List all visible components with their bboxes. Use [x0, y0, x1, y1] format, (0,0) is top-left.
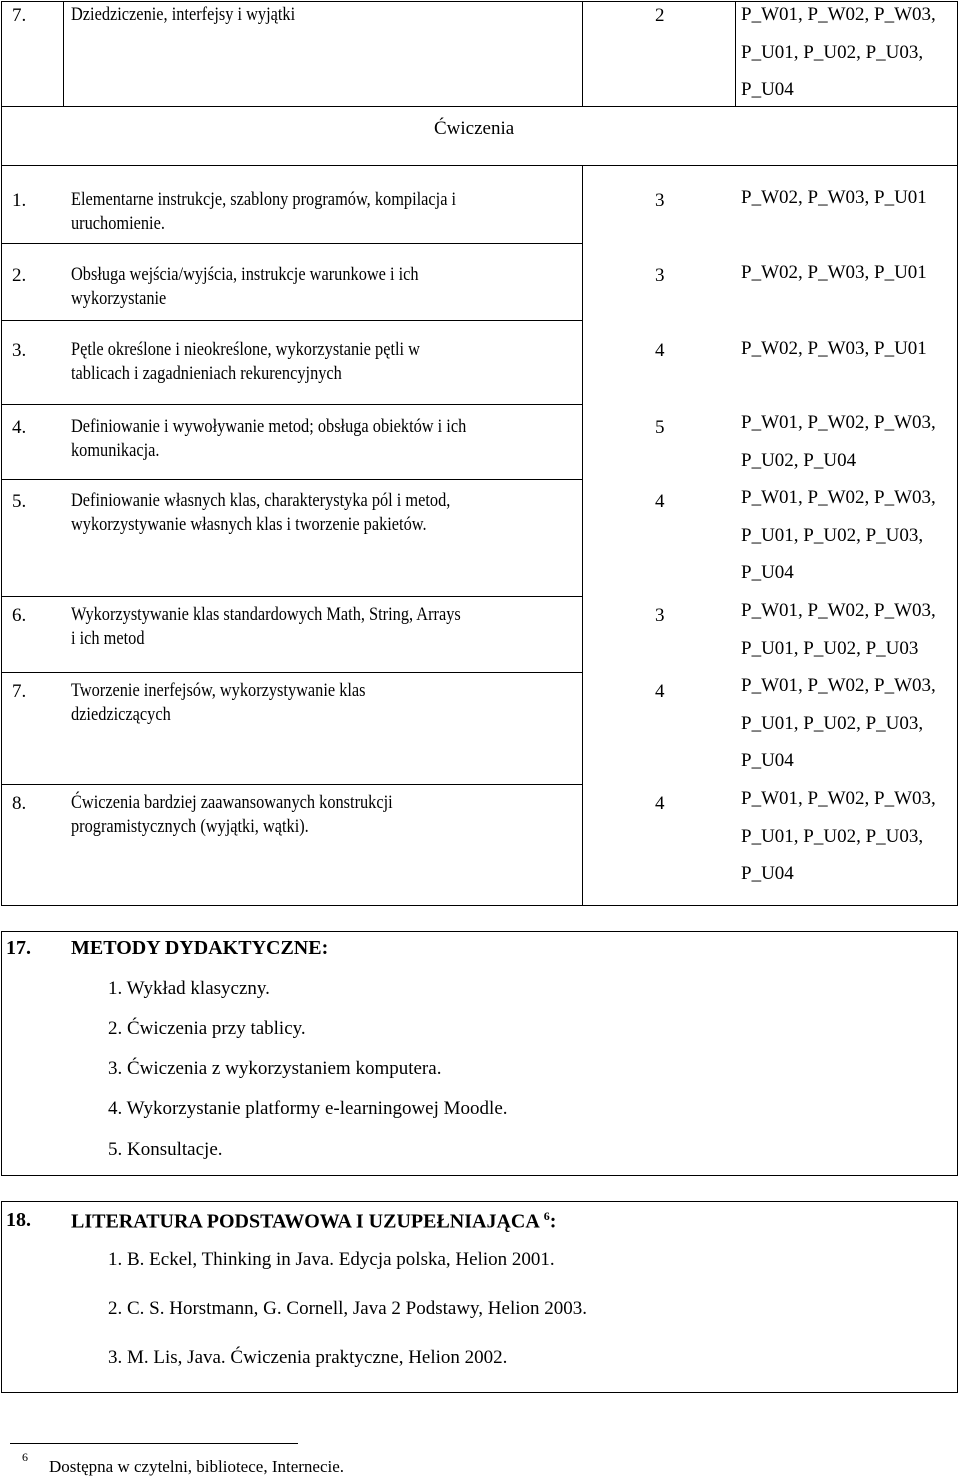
code-line: P_W01, P_W02, P_W03,	[741, 412, 936, 433]
exercise-description-line: uruchomienie.	[71, 213, 165, 234]
code-line: P_U04	[741, 863, 794, 884]
exercise-number: 2.	[12, 265, 27, 286]
section-18-title-text: LITERATURA PODSTAWOWA I UZUPEŁNIAJĄCA	[71, 1210, 539, 1233]
exercise-description-line: komunikacja.	[71, 440, 160, 461]
exercise-learning-outcomes	[741, 479, 936, 592]
exercise-number: 8.	[12, 793, 27, 814]
code-line: P_U01, P_U02, P_U03,	[741, 524, 924, 546]
code-line: P_W02, P_W03, P_U01	[741, 187, 927, 208]
code-line: P_U01, P_U02, P_U03,	[741, 825, 924, 847]
exercise-description-line: Pętle określone i nieokreślone, wykorzystanie pętli w	[71, 339, 420, 360]
method-item: 3. Ćwiczenia z wykorzystaniem komputera.	[108, 1058, 442, 1079]
exercise-number: 4.	[12, 417, 27, 438]
footnote-separator	[10, 1443, 298, 1444]
section-17-number: 17.	[6, 937, 31, 959]
exercise-description-line: dziedziczących	[71, 704, 171, 725]
exercise-description	[71, 188, 456, 236]
literature-item: 2. C. S. Horstmann, G. Cornell, Java 2 Podstawy, Helion 2003.	[108, 1298, 588, 1319]
code-line: P_U01, P_U02, P_U03,	[741, 712, 924, 734]
literature-item: 1. B. Eckel, Thinking in Java. Edycja polska, Helion 2001.	[108, 1249, 555, 1270]
exercise-description	[71, 489, 450, 537]
code-line: P_U01, P_U02, P_U03,	[741, 41, 924, 63]
exercise-description-line: Elementarne instrukcje, szablony programów, kompilacja i	[71, 189, 457, 210]
code-line: P_U04	[741, 562, 794, 583]
exercise-hours: 3	[655, 265, 665, 286]
section-18-number: 18.	[6, 1209, 31, 1231]
exercise-number: 1.	[12, 190, 27, 211]
exercise-description-line: Obsługa wejścia/wyjścia, instrukcje warunkowe i ich	[71, 264, 419, 285]
code-line: P_W02, P_W03, P_U01	[741, 262, 927, 283]
exercise-number: 5.	[12, 491, 27, 512]
exercise-description-line: wykorzystywanie własnych klas i tworzenie pakietów.	[71, 514, 427, 535]
exercise-description-line: Ćwiczenia bardziej zaawansowanych konstrukcji	[71, 792, 393, 813]
code-line: P_W01, P_W02, P_W03,	[741, 4, 936, 25]
exercise-learning-outcomes	[741, 330, 927, 368]
footnote-mark: 6	[22, 1450, 28, 1464]
exercise-description	[71, 679, 366, 727]
footnote-text: Dostępna w czytelni, bibliotece, Internecie.	[49, 1457, 345, 1476]
code-line: P_U02, P_U04	[741, 449, 857, 471]
method-item: 4. Wykorzystanie platformy e-learningowej Moodle.	[108, 1098, 508, 1119]
exercise-number: 6.	[12, 605, 27, 626]
section-18-title	[71, 1209, 556, 1234]
method-item: 5. Konsultacje.	[108, 1139, 223, 1160]
exercise-description-line: i ich metod	[71, 628, 145, 649]
exercise-description	[71, 415, 466, 463]
code-line: P_U04	[741, 750, 794, 771]
code-line: P_W02, P_W03, P_U01	[741, 338, 927, 359]
exercise-learning-outcomes	[741, 780, 936, 893]
top-row-number: 7.	[12, 5, 27, 26]
exercise-description	[71, 338, 420, 386]
exercises-heading: Ćwiczenia	[434, 118, 515, 139]
exercise-hours: 3	[655, 190, 665, 211]
exercise-description-line: Definiowanie własnych klas, charakterystyka pól i metod,	[71, 490, 451, 511]
code-line: P_W01, P_W02, P_W03,	[741, 788, 936, 809]
method-item: 1. Wykład klasyczny.	[108, 978, 270, 999]
exercise-learning-outcomes	[741, 179, 927, 217]
top-row-hours: 2	[655, 5, 665, 26]
exercise-hours: 3	[655, 605, 665, 626]
code-line: P_U04	[741, 79, 794, 100]
exercise-hours: 5	[655, 417, 665, 438]
exercise-description	[71, 603, 461, 651]
code-line: P_W01, P_W02, P_W03,	[741, 675, 936, 696]
exercise-hours: 4	[655, 681, 665, 702]
exercise-hours: 4	[655, 793, 665, 814]
section-17-title: METODY DYDAKTYCZNE:	[71, 937, 329, 959]
code-line: P_W01, P_W02, P_W03,	[741, 600, 936, 621]
top-row-title: Dziedziczenie, interfejsy i wyjątki	[71, 4, 296, 25]
exercise-description-line: tablicach i zagadnieniach rekurencyjnych	[71, 363, 342, 384]
method-item: 2. Ćwiczenia przy tablicy.	[108, 1018, 306, 1039]
code-line: P_W01, P_W02, P_W03,	[741, 487, 936, 508]
exercise-description	[71, 263, 419, 311]
exercise-description-line: Tworzenie inerfejsów, wykorzystywanie klas	[71, 680, 366, 701]
exercise-hours: 4	[655, 340, 665, 361]
top-row-codes	[741, 0, 936, 109]
exercise-description-line: wykorzystanie	[71, 288, 167, 309]
exercise-description-line: programistycznych (wyjątki, wątki).	[71, 816, 309, 837]
exercise-description-line: Definiowanie i wywoływanie metod; obsługa obiektów i ich	[71, 416, 467, 437]
section-18-colon: :	[549, 1210, 557, 1233]
footnote-reference[interactable]: 6	[543, 1209, 550, 1223]
exercise-learning-outcomes	[741, 667, 936, 780]
exercise-number: 7.	[12, 681, 27, 702]
literature-item: 3. M. Lis, Java. Ćwiczenia praktyczne, Helion 2002.	[108, 1347, 508, 1368]
exercise-learning-outcomes	[741, 254, 927, 292]
exercise-hours: 4	[655, 491, 665, 512]
exercise-description	[71, 791, 393, 839]
exercise-learning-outcomes	[741, 404, 936, 479]
code-line: P_U01, P_U02, P_U03	[741, 637, 919, 659]
exercise-learning-outcomes	[741, 592, 936, 667]
exercise-description-line: Wykorzystywanie klas standardowych Math, String, Arrays	[71, 604, 461, 625]
exercise-number: 3.	[12, 340, 27, 361]
